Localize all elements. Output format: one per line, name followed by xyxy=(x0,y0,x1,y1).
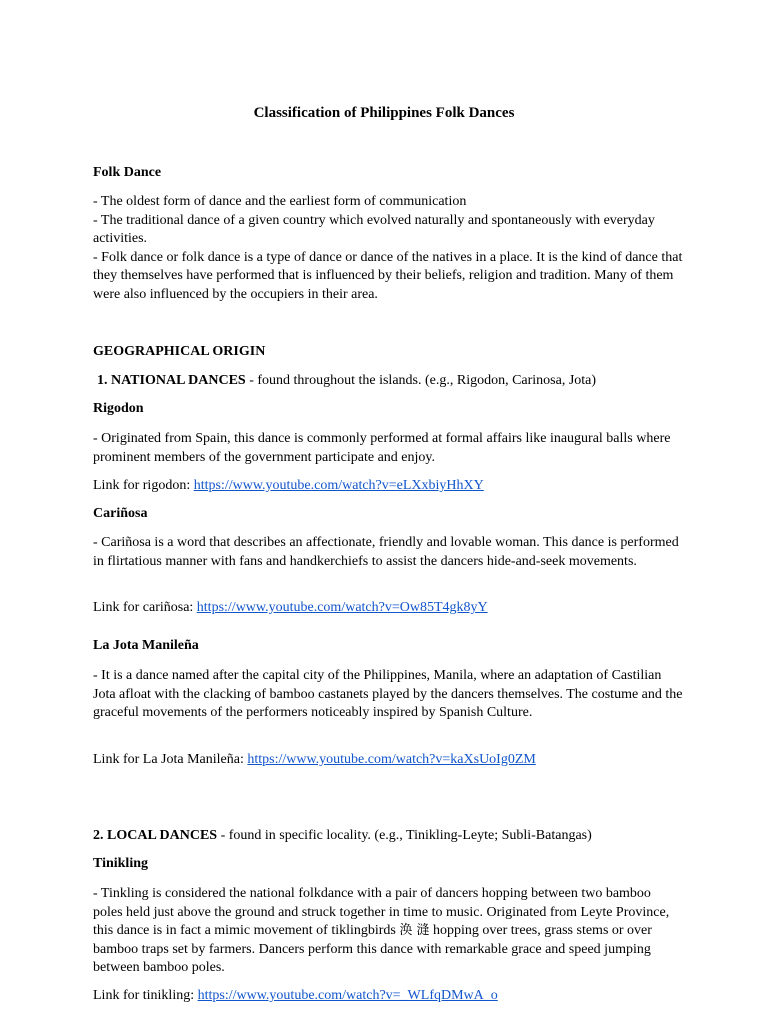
national-dances-heading: 1. NATIONAL DANCES xyxy=(97,373,246,388)
carinosa-heading: Cariñosa xyxy=(93,506,148,521)
jota-video-link[interactable]: https://www.youtube.com/watch?v=kaXsUoIg0ZM xyxy=(247,752,536,767)
tinikling-text-part-1: - Tinkling is considered the national folkdance with a pair of dancers hopping between two bamboo poles held just above the ground and struck together in time to music. Originated from Leyte Province, this dance is in fact a mimic movement of tiklingbirds xyxy=(93,886,670,938)
carinosa-description: - Cariñosa is a word that describes an affectionate, friendly and lovable woman. This dance is performed in flirtatious manner with fans and handkerchiefs to assist the dancers hide-and-seek movements. xyxy=(93,535,679,569)
carinosa-link-label: Link for cariñosa: xyxy=(93,600,197,615)
jota-link-label: Link for La Jota Manileña: xyxy=(93,752,248,767)
tinikling-description xyxy=(93,885,683,978)
carinosa-video-link[interactable]: https://www.youtube.com/watch?v=Ow85T4gk8yY xyxy=(196,600,488,615)
geographical-origin-heading: GEOGRAPHICAL ORIGIN xyxy=(93,344,266,359)
local-dances-line xyxy=(93,827,683,846)
folk-dance-point-3: - Folk dance or folk dance is a type of dance or dance of the natives in a place. It is the kind of dance that they themselves have performed that is influenced by their beliefs, religion and tradition. Many of them were also influenced by the occupiers in their area. xyxy=(93,249,683,302)
folk-dance-point-2: - The traditional dance of a given country which evolved naturally and spontaneously with everyday activities. xyxy=(93,212,655,246)
rigodon-video-link[interactable]: https://www.youtube.com/watch?v=eLXxbiyHhXY xyxy=(193,478,484,493)
local-dances-description: - found in specific locality. (e.g., Tinikling-Leyte; Subli-Batangas) xyxy=(217,828,592,843)
folk-dance-point-1: - The oldest form of dance and the earliest form of communication xyxy=(93,194,467,209)
jota-heading: La Jota Manileña xyxy=(93,638,199,653)
jota-link-line xyxy=(93,751,683,770)
tinikling-link-line xyxy=(93,987,683,1006)
rigodon-link-line xyxy=(93,477,683,496)
national-dances-description: - found throughout the islands. (e.g., Rigodon, Carinosa, Jota) xyxy=(245,373,597,388)
page-title: Classification of Philippines Folk Dances xyxy=(253,105,515,121)
tinikling-text-part-2: hopping over trees, grass stems or over bamboo traps set by farmers. Dancers perform this dance with remarkable grace and speed jumping between bamboo poles. xyxy=(93,923,652,975)
local-dances-heading: 2. LOCAL DANCES xyxy=(93,828,218,843)
tinikling-video-link[interactable]: https://www.youtube.com/watch?v=_WLfqDMwA_o xyxy=(197,988,498,1003)
rigodon-link-label: Link for rigodon: xyxy=(93,478,194,493)
folk-dance-heading: Folk Dance xyxy=(93,165,162,180)
tinikling-link-label: Link for tinikling: xyxy=(93,988,198,1003)
national-dances-line xyxy=(97,372,687,391)
rigodon-heading: Rigodon xyxy=(93,401,144,416)
jota-description: - It is a dance named after the capital city of the Philippines, Manila, where an adaptation of Castilian Jota afloat with the clacking of bamboo castanets played by the dancers themselves. The costume and the graceful movements of the performers noticeably inspired by Spanish Culture. xyxy=(93,668,683,720)
tinikling-cjk-glyphs: 涣 漨 xyxy=(399,923,430,938)
folk-dance-definition xyxy=(93,193,683,304)
carinosa-link-line xyxy=(93,599,683,618)
rigodon-description: - Originated from Spain, this dance is commonly performed at formal affairs like inaugural balls where prominent members of the government participate and enjoy. xyxy=(93,431,671,465)
tinikling-heading: Tinikling xyxy=(93,856,149,871)
